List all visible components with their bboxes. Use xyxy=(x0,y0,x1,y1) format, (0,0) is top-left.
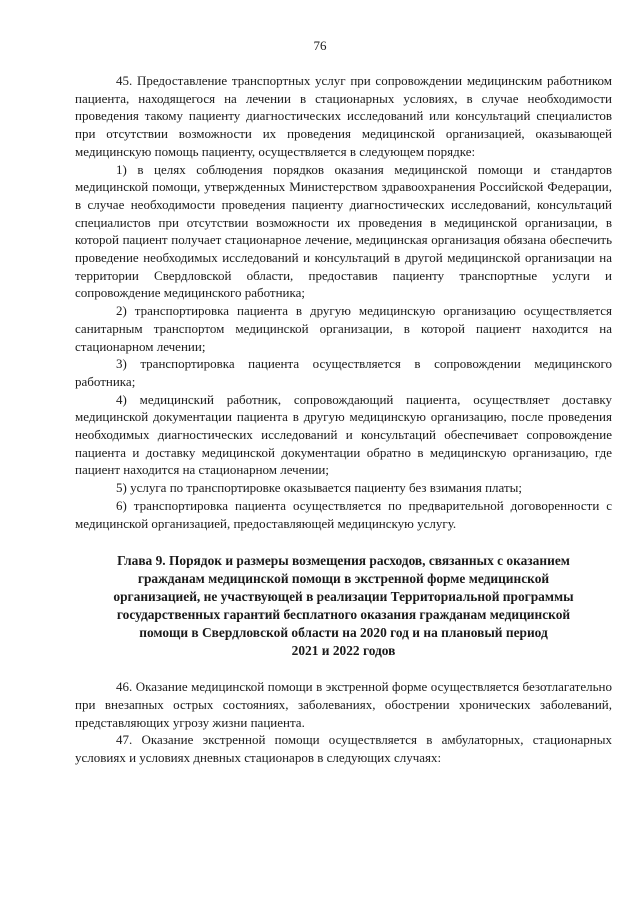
chapter-heading-line: Глава 9. Порядок и размеры возмещения расходов, связанных с оказанием xyxy=(117,553,570,569)
chapter-9-heading xyxy=(75,552,612,660)
list-item-45-5: 5) услуга по транспортировке оказывается пациенту без взимания платы; xyxy=(116,480,522,496)
paragraph-45: 45. Предоставление транспортных услуг при сопровождении медицинским работником пациента, находящегося на лечении в стационарных условиях, в случае необходимости проведения такому пациенту диагностических исследований или консультаций специалистов при отсутствии возможности их проведения медицинской организацией, оказывающей медицинскую помощь пациенту, осуществляется в следующем порядке: xyxy=(75,73,612,159)
chapter-heading-line: 2021 и 2022 годов xyxy=(291,643,396,659)
list-item-45-6: 6) транспортировка пациента осуществляется по предварительной договоренности с медицинской организацией, предоставляющей медицинскую услугу. xyxy=(75,497,612,531)
list-item-45-3: 3) транспортировка пациента осуществляется в сопровождении медицинского работника; xyxy=(75,356,612,389)
list-item-45-2: 2) транспортировка пациента в другую медицинскую организацию осуществляется санитарным транспортом медицинской организации, в которой пациент находится на стационарном лечении; xyxy=(75,303,612,354)
chapter-heading-line: помощи в Свердловской области на 2020 год и на плановый период xyxy=(139,625,548,641)
document-body xyxy=(75,72,612,767)
list-item-45-4: 4) медицинский работник, сопровождающий пациента, осуществляет доставку медицинской документации пациента в другую медицинскую организацию, после проведения необходимых диагностических исследований и консультаций обеспечивает сопровождение пациента и доставку медицинской документации обратно в медицинскую организацию, где пациент находится на стационарном лечении; xyxy=(75,391,612,478)
chapter-heading-line: гражданам медицинской помощи в экстренной форме медицинской xyxy=(137,571,550,587)
chapter-heading-line: организацией, не участвующей в реализации Территориальной программы xyxy=(113,589,574,605)
paragraph-47: 47. Оказание экстренной помощи осуществляется в амбулаторных, стационарных условиях и условиях дневных стационаров в следующих случаях: xyxy=(75,732,612,766)
chapter-heading-line: государственных гарантий бесплатного оказания гражданам медицинской xyxy=(116,607,571,623)
paragraph-46: 46. Оказание медицинской помощи в экстренной форме осуществляется безотлагательно при внезапных острых состояниях, заболеваниях, обострении хронических заболеваний, представляющих угрозу жизни пациента. xyxy=(75,679,612,730)
list-item-45-1: 1) в целях соблюдения порядков оказания медицинской помощи и стандартов медицинской помощи, утвержденных Министерством здравоохранения Российской Федерации, в случае необходимости проведения пациенту диагностических исследований, консультаций специалистов при отсутствии возможности их проведения в медицинской организации, в которой пациент получает стационарное лечение, медицинская организация обязана обеспечить проведение необходимых исследований и консультаций в другой медицинской организации на территории Свердловской области, предоставив пациенту транспортные услуги и сопровождение медицинского работника; xyxy=(75,161,612,301)
page-number: 76 xyxy=(313,38,327,53)
